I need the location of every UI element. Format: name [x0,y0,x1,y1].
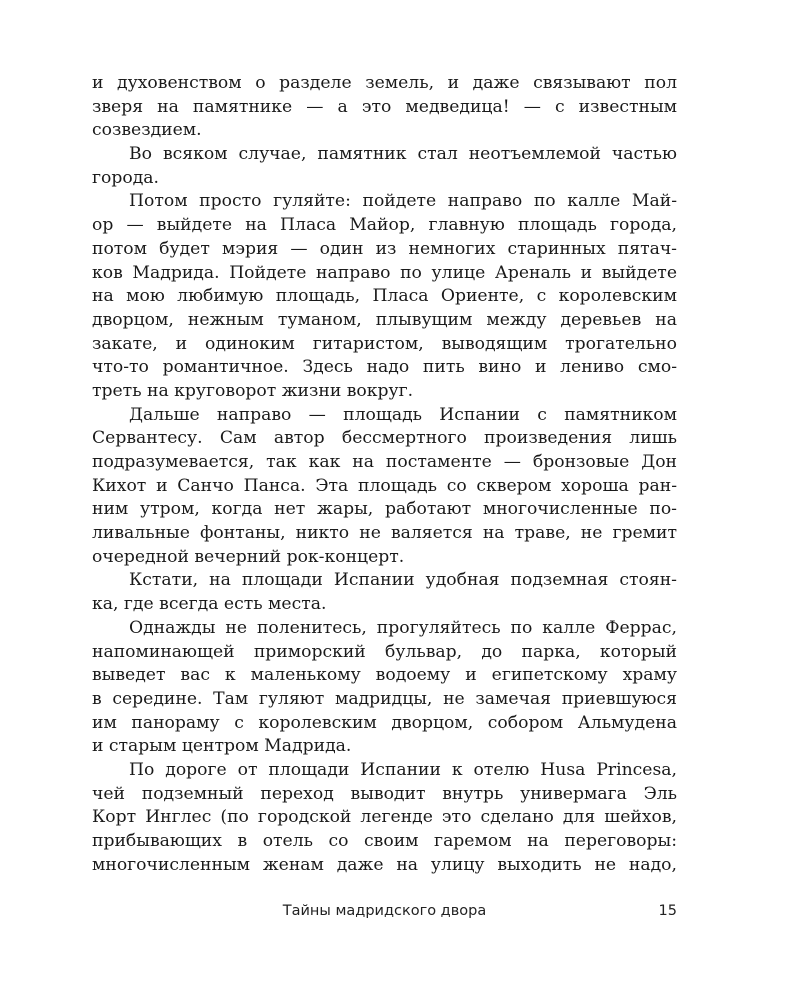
text-line: Однажды не поленитесь, прогуляйтесь по калле Феррас, [129,617,677,638]
text-line: им панораму с королевским дворцом, собором Альмудена [92,712,677,733]
text-line: Во всяком случае, памятник стал неотъемлемой частью [129,144,677,165]
text-line: чей подземный переход выводит внутрь универмага Эль [92,783,677,804]
text-line: что-то романтичное. Здесь надо пить вино и лениво смо- [92,357,677,378]
text-line: ор — выйдете на Пласа Майор, главную площадь города, [92,215,677,236]
text-line: Кихот и Санчо Панса. Эта площадь со сквером хороша ран- [92,475,677,496]
page-number: 15 [658,903,677,919]
page-footer [92,903,677,927]
body-text [92,72,677,877]
text-line: Сервантесу. Сам автор бессмертного произведения лишь [92,428,677,449]
text-line: Кстати, на площади Испании удобная подземная стоян- [129,570,677,591]
text-line: прибывающих в отель со своим гаремом на переговоры: [92,831,677,851]
text-line: ка, где всегда есть места. [92,594,327,615]
text-line: зверя на памятнике — а это медведица! — с известным [92,96,677,117]
text-line: на мою любимую площадь, Пласа Ориенте, с королевским [92,286,677,307]
text-line: и духовенством о разделе земель, и даже связывают пол [92,73,677,93]
text-line: и старым центром Мадрида. [92,736,352,757]
text-line: Потом просто гуляйте: пойдете направо по калле Май- [129,191,677,212]
text-line: очередной вечерний рок-концерт. [92,546,405,567]
text-line: напоминающей приморский бульвар, до парка, который [92,641,677,662]
text-line: потом будет мэрия — один из немногих старинных пятач- [92,238,677,259]
text-line: подразумевается, так как на постаменте — бронзовые Дон [92,452,677,472]
text-line: дворцом, нежным туманом, плывущим между деревьев на [92,309,677,330]
text-line: ливальные фонтаны, никто не валяется на траве, не гремит [92,523,677,544]
text-line: Корт Инглес (по городской легенде это сделано для шейхов, [92,807,677,828]
text-line: созвездием. [92,120,202,141]
text-line: города. [92,167,159,188]
text-line: По дороге от площади Испании к отелю Husa Princesa, [129,759,677,780]
text-line: Дальше направо — площадь Испании с памятником [129,404,677,425]
text-line: треть на круговорот жизни вокруг. [92,380,414,401]
text-line: выведет вас к маленькому водоему и египетскому храму [92,665,677,686]
running-title: Тайны мадридского двора [282,903,487,919]
text-line: многочисленным женам даже на улицу выходить не надо, [92,854,677,875]
text-line: ков Мадрида. Пойдете направо по улице Ареналь и выйдете [92,262,677,283]
text-line: в середине. Там гуляют мадридцы, не замечая приевшуюся [92,688,677,709]
text-line: ним утром, когда нет жары, работают многочисленные по- [92,499,677,520]
text-line: закате, и одиноким гитаристом, выводящим трогательно [92,333,677,354]
